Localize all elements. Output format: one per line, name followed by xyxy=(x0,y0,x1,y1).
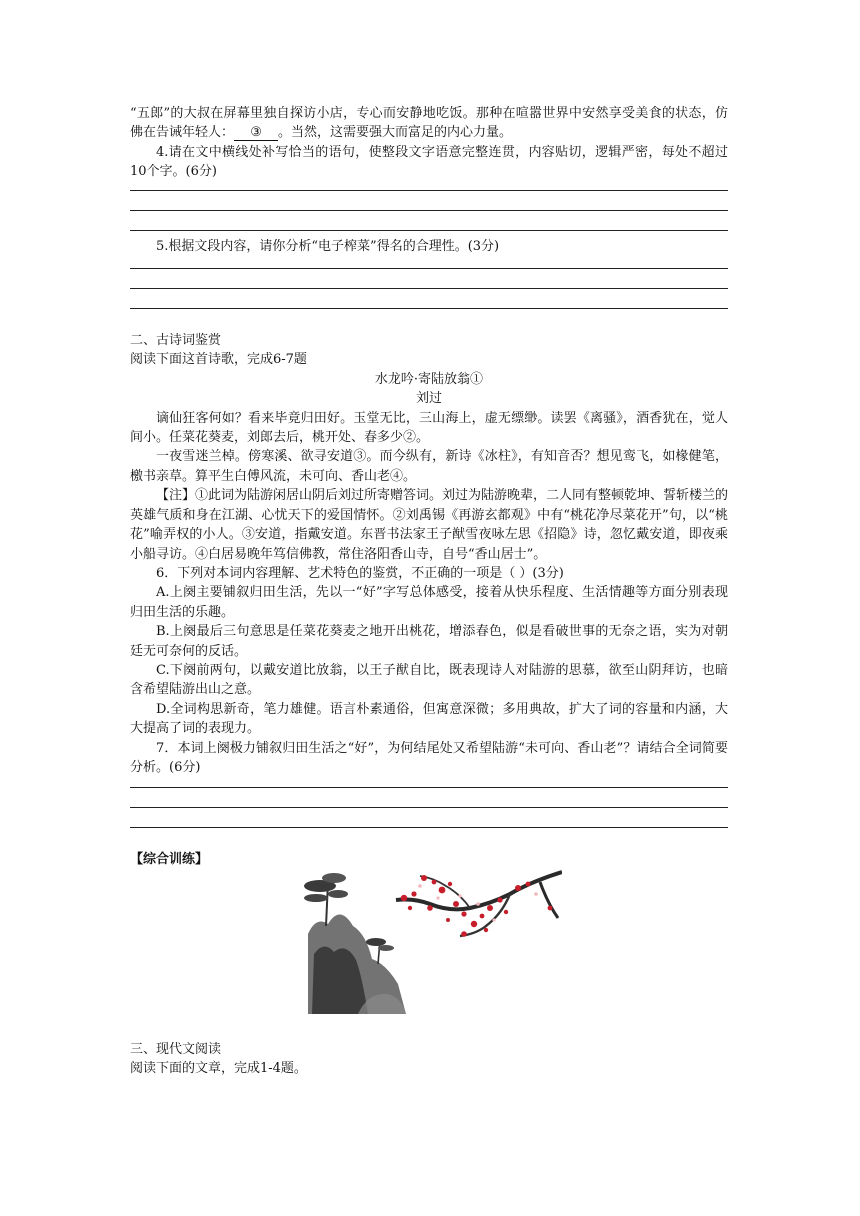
answer-line[interactable] xyxy=(130,288,728,289)
answer-line[interactable] xyxy=(130,230,728,231)
answer-lines-q5[interactable] xyxy=(130,268,728,309)
poem-notes: 【注】①此词为陆游闲居山阴后刘过所寄赠答词。刘过为陆游晚辈，二人同有整顿乾坤、誓斩楼兰的英雄气质和身在江湖、心忧天下的爱国情怀。②刘禹锡《再游玄都观》中有“桃花净尽菜花开”句，以“桃花”喻弄权的小人。③安道，指戴安道。东晋书法家王子猷雪夜咏左思《招隐》诗，忽忆戴安道，即夜乘小船寻访。④白居易晚年笃信佛教，常住洛阳香山寺，自号“香山居士”。 xyxy=(130,488,729,562)
q6-option-a[interactable]: A.上阕主要铺叙归田生活，先以一“好”字写总体感受，接着从快乐程度、生活情趣等方面分别表现归田生活的乐趣。 xyxy=(130,585,728,620)
answer-line[interactable] xyxy=(130,807,728,808)
answer-line[interactable] xyxy=(130,308,728,309)
q6-option-b[interactable]: B.上阕最后三句意思是任菜花葵麦之地开出桃花，增添春色，似是看破世事的无奈之语，实为对朝廷无可奈何的反话。 xyxy=(130,624,728,659)
answer-line[interactable] xyxy=(130,190,728,191)
poem-author: 刘过 xyxy=(415,391,442,407)
question-6: 6．下列对本词内容理解、艺术特色的鉴赏，不正确的一项是（ ）(3分) xyxy=(156,565,564,581)
q6-option-c[interactable]: C.下阕前两句，以戴安道比放翁，以王子猷自比，既表现诗人对陆游的思慕，欲至山阴拜访，也暗含希望陆游出山之意。 xyxy=(130,662,728,698)
section-2-heading: 二、古诗词鉴赏 xyxy=(130,333,222,349)
answer-lines-q4[interactable] xyxy=(130,190,728,231)
plum-blossom-icon xyxy=(390,864,562,946)
question-7: 7．本词上阕极力铺叙归田生活之“好”，为何结尾处又希望陆游“未可向、香山老”？请结合全词简要分析。(6分) xyxy=(130,740,728,775)
question-5: 5.根据文段内容，请你分析“电子榨菜”得名的合理性。(3分) xyxy=(156,238,500,254)
answer-line[interactable] xyxy=(130,827,728,828)
intro-paragraph: “五郎”的大叔在屏幕里独自探访小店，专心而安静地吃饭。那种在喧嚣世界中安然享受美食的状态，仿佛在告诫年轻人： ③ 。当然，这需要强大而富足的内心力量。 xyxy=(130,106,728,141)
poem-stanza-2: 一夜雪迷兰棹。傍寒溪、欲寻安道③。而今纵有，新诗《冰柱》，有知音否？想见鸾飞，如椽健笔，檄书亲草。算平生白傅风流，未可向、香山老④。 xyxy=(130,449,728,484)
section-2-instruction: 阅读下面这首诗歌，完成6-7题 xyxy=(130,352,307,368)
answer-line[interactable] xyxy=(130,210,728,211)
question-4: 4.请在文中横线处补写恰当的语句，使整段文字语意完整连贯，内容贴切，逻辑严密，每处不超过10个字。(6分) xyxy=(130,144,728,180)
poem-title: 水龙吟·寄陆放翁① xyxy=(374,371,484,387)
ink-painting-illustration xyxy=(130,872,728,1032)
answer-line[interactable] xyxy=(130,787,728,788)
answer-line[interactable] xyxy=(130,268,728,269)
q6-option-d[interactable]: D.全词构思新奇，笔力雄健。语言朴素通俗，但寓意深微；多用典故，扩大了词的容量和内涵，大大提高了词的表现力。 xyxy=(130,701,728,737)
section-3-instruction: 阅读下面的文章，完成1-4题。 xyxy=(130,1061,307,1077)
answer-lines-q7[interactable] xyxy=(130,787,728,828)
comprehensive-training-heading: 【综合训练】 xyxy=(130,852,209,868)
poem-stanza-1: 谪仙狂客何如？看来毕竟归田好。玉堂无比，三山海上，虚无缥缈。读罢《离骚》，酒香犹在，觉人间小。任菜花葵麦，刘郎去后，桃开处、春多少②。 xyxy=(130,410,728,446)
answer-blank-3[interactable]: ③ xyxy=(234,125,278,141)
section-3-heading: 三、现代文阅读 xyxy=(130,1041,222,1057)
worksheet-page xyxy=(130,104,728,1079)
